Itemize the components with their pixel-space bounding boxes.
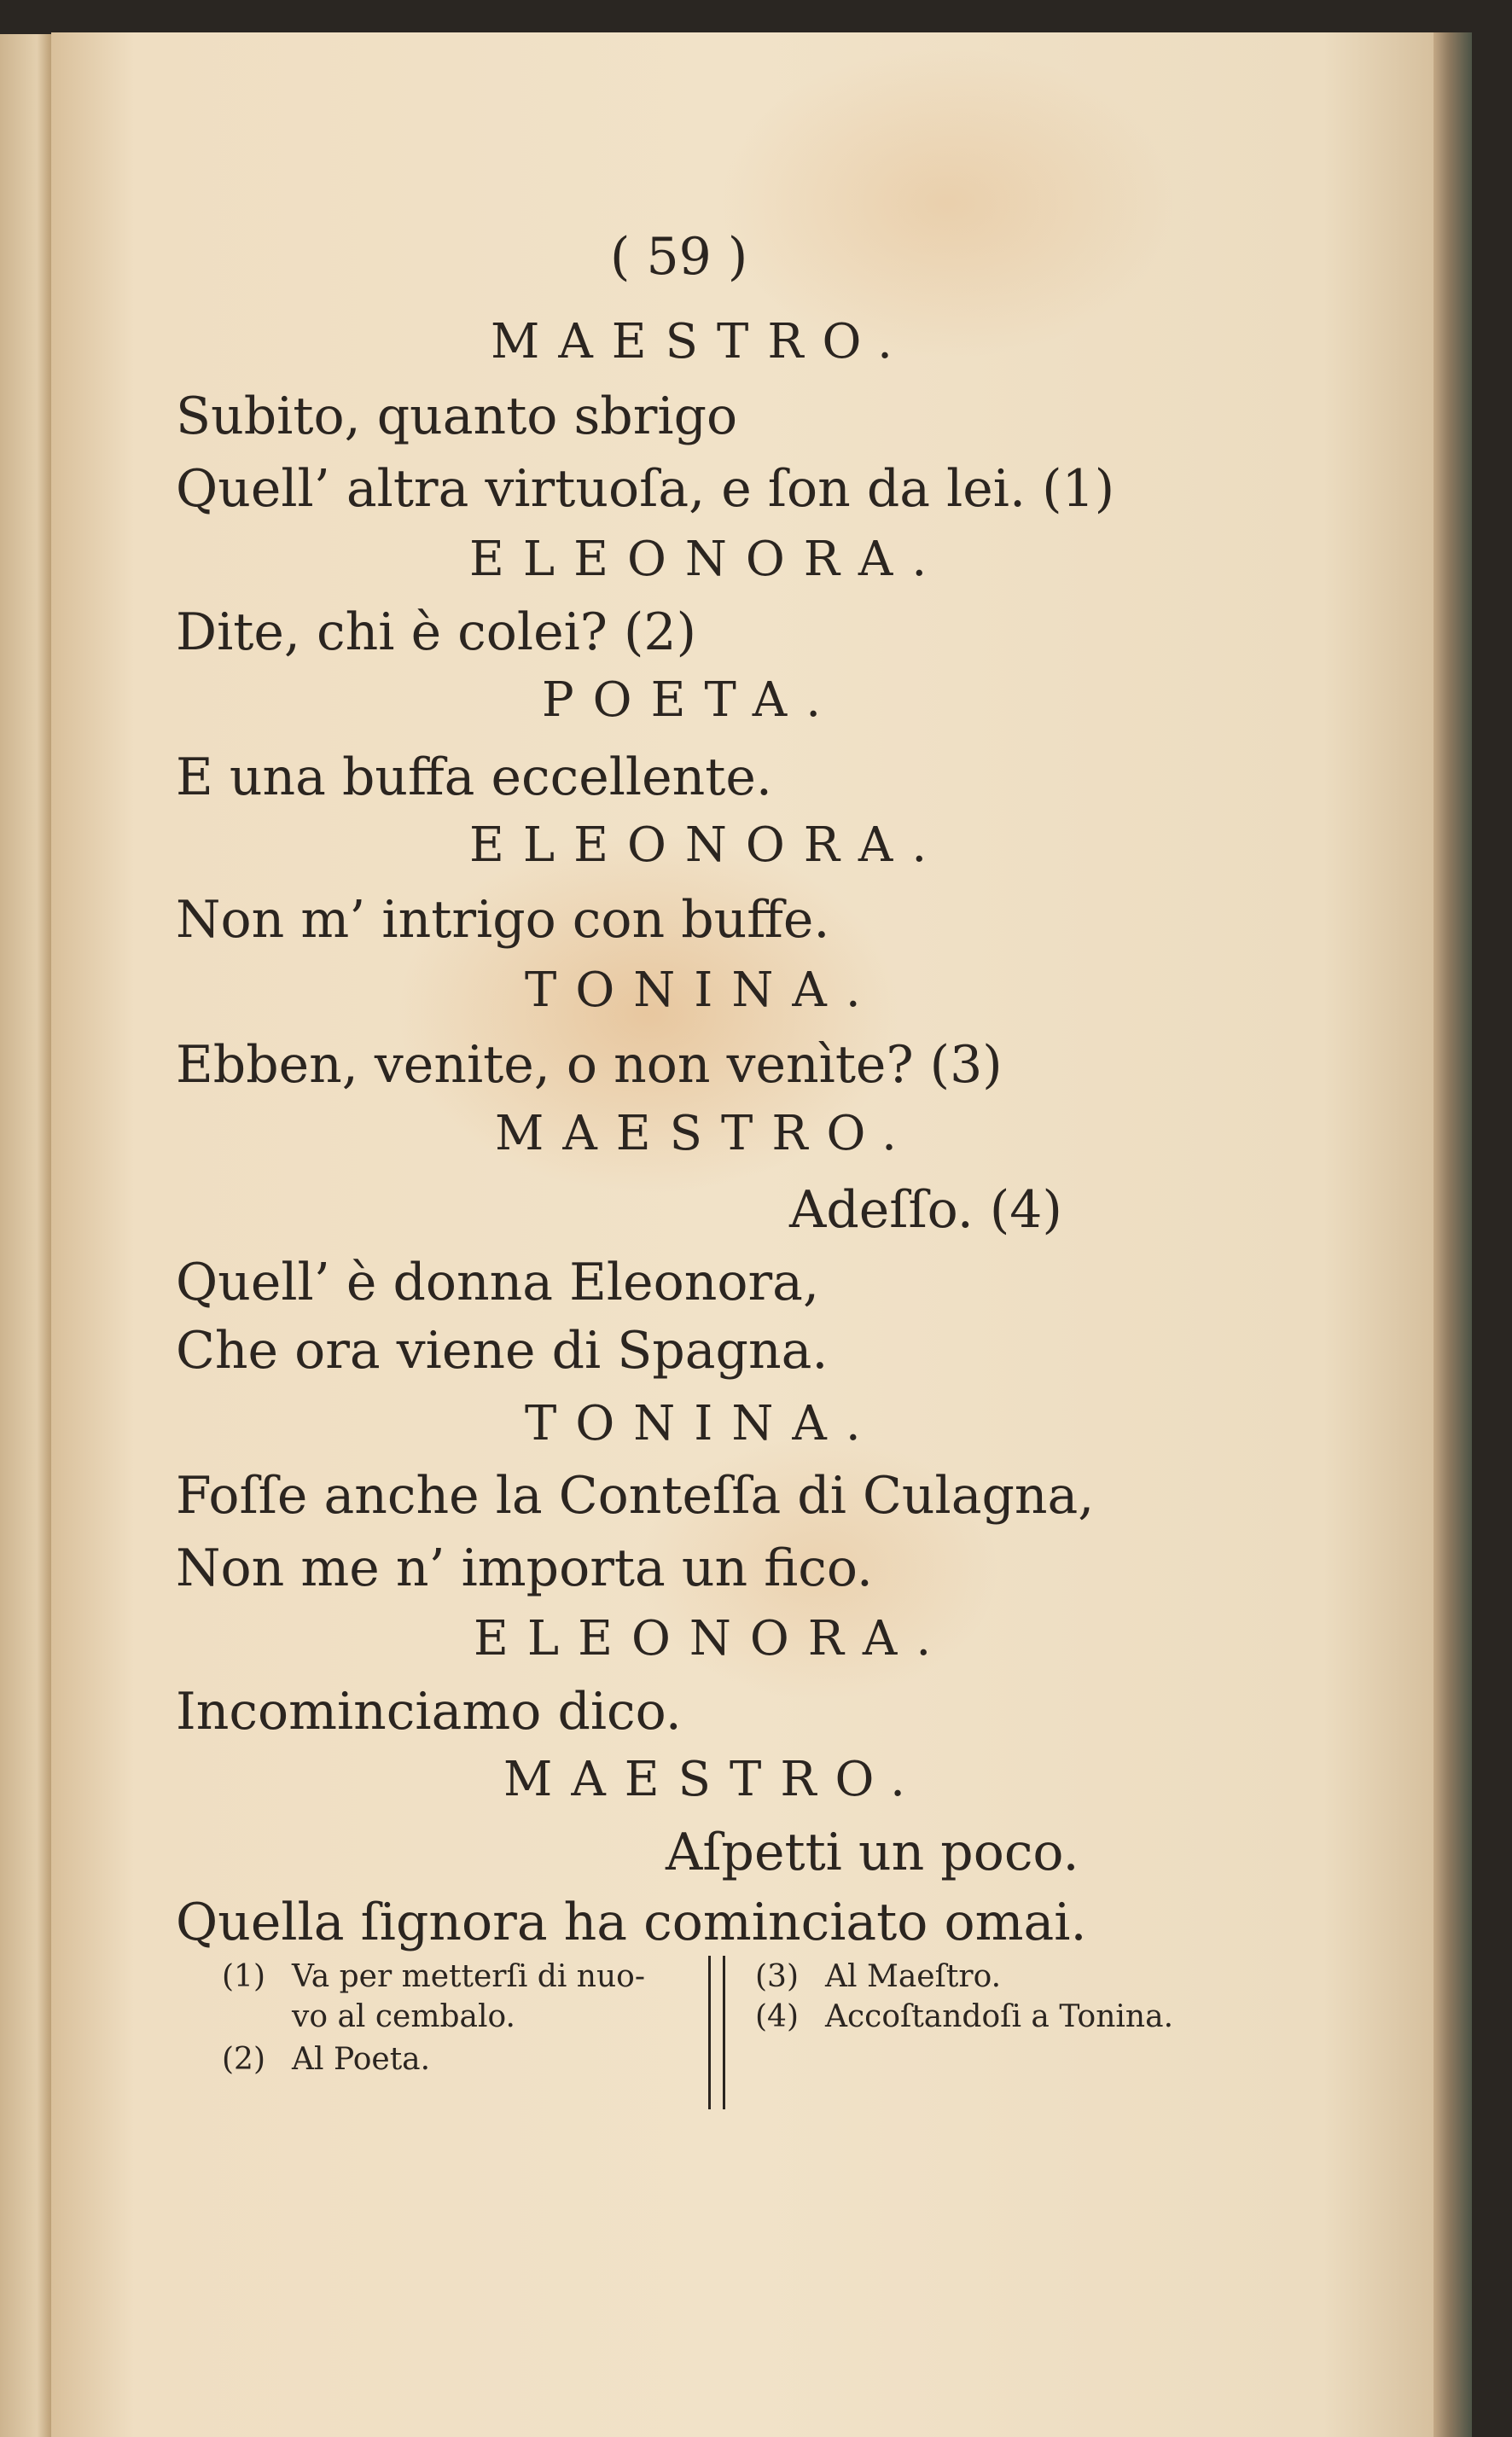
footnote-text: Va per metterſi di nuo- bbox=[292, 1959, 645, 1994]
speaker-heading: ELEONORA. bbox=[474, 1611, 951, 1666]
speaker-heading: TONINA. bbox=[525, 963, 880, 1018]
footnote-number: (4) bbox=[755, 1999, 799, 2034]
page-number: ( 59 ) bbox=[610, 227, 748, 287]
footnote bbox=[222, 1999, 515, 2034]
footnote-number: (3) bbox=[755, 1959, 799, 1994]
speech-line: Quell’ altra virtuoſa, e ſon da lei. (1) bbox=[176, 459, 1115, 519]
footnote bbox=[755, 1959, 1001, 1994]
speaker-heading: ELEONORA. bbox=[469, 532, 946, 587]
book-edge bbox=[1433, 32, 1472, 2437]
footnote bbox=[222, 1959, 645, 1994]
speech-line: Subito, quanto sbrigo bbox=[176, 387, 738, 446]
speech-line: Foſſe anche la Conteſſa di Culagna, bbox=[176, 1466, 1095, 1526]
speaker-heading: MAESTRO. bbox=[491, 314, 911, 369]
speaker-heading: TONINA. bbox=[525, 1396, 880, 1451]
footnote-number: (1) bbox=[222, 1959, 265, 1994]
speech-line: Incominciamo dico. bbox=[176, 1682, 682, 1742]
book-page bbox=[51, 32, 1433, 2437]
speech-line: Dite, chi è colei? (2) bbox=[176, 602, 696, 662]
speech-line: Ebben, venite, o non venìte? (3) bbox=[176, 1035, 1003, 1095]
footnote-text: vo al cembalo. bbox=[292, 1999, 515, 2034]
speaker-heading: POETA. bbox=[542, 672, 840, 728]
speech-line: Che ora viene di Spagna. bbox=[176, 1321, 829, 1381]
footnote-number: (2) bbox=[222, 2042, 265, 2077]
speaker-heading: MAESTRO. bbox=[495, 1106, 916, 1161]
footnote-text: Accoſtandoſi a Tonina. bbox=[825, 1999, 1174, 2034]
speech-line: Non m’ intrigo con buffe. bbox=[176, 890, 830, 950]
speech-line: Quella ſignora ha cominciato omai. bbox=[176, 1893, 1087, 1952]
footnote-divider bbox=[708, 1956, 725, 2109]
left-page-edge bbox=[0, 34, 53, 2437]
speech-line: Adeſſo. (4) bbox=[789, 1180, 1062, 1240]
footnote-text: Al Poeta. bbox=[292, 2042, 431, 2077]
speaker-heading: ELEONORA. bbox=[469, 817, 946, 873]
footnote bbox=[222, 2042, 430, 2077]
speech-line: Quell’ è donna Eleonora, bbox=[176, 1253, 820, 1312]
footnote bbox=[755, 1999, 1173, 2034]
speech-line: Non me n’ importa un fico. bbox=[176, 1538, 873, 1598]
speech-line: E una buffa eccellente. bbox=[176, 747, 772, 807]
footnote-text: Al Maeſtro. bbox=[825, 1959, 1002, 1994]
speaker-heading: MAESTRO. bbox=[503, 1752, 924, 1807]
speech-line: Aſpetti un poco. bbox=[666, 1823, 1079, 1882]
